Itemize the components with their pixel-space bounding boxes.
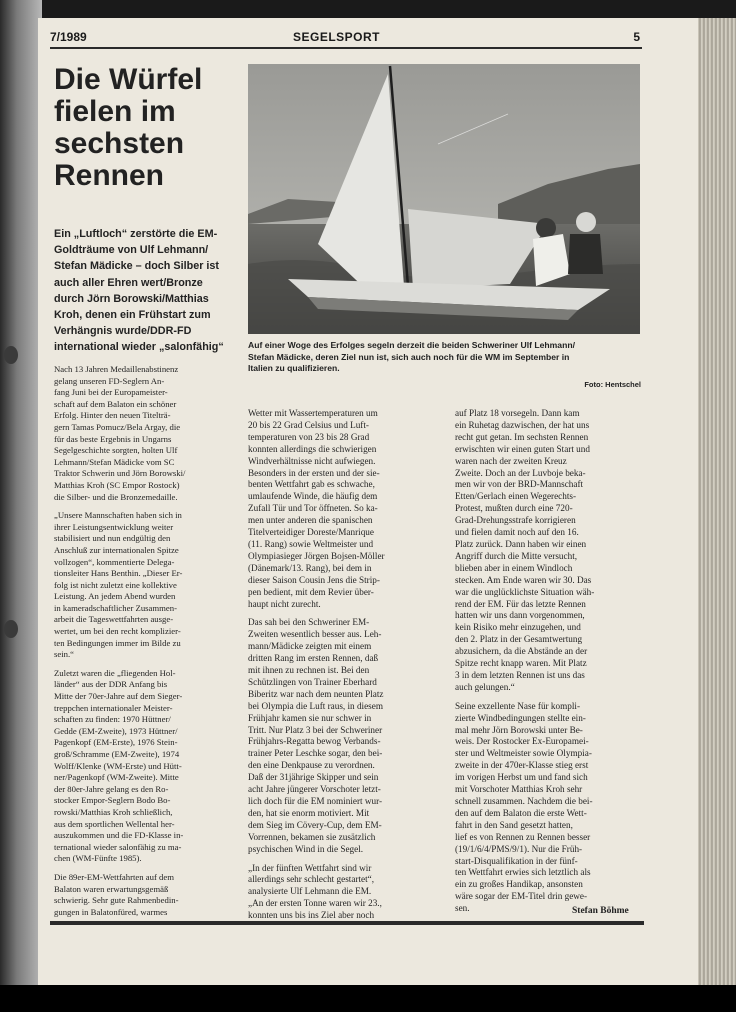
binding-hole bbox=[4, 346, 18, 364]
caption-line: Auf einer Woge des Erfolges segeln derzeit die beiden Schweriner Ulf Lehmann/ bbox=[248, 340, 575, 350]
sailing-photo bbox=[248, 64, 640, 334]
article-headline bbox=[54, 64, 244, 192]
text-line: Lehmann/Stefan Mädicke vom SC bbox=[54, 456, 175, 467]
text-line: analysierte Ulf Lehmann die EM. bbox=[248, 886, 372, 897]
paragraph bbox=[54, 510, 230, 661]
text-line: benten Wettfahrt gab es schwache, bbox=[248, 479, 375, 490]
footer-rule bbox=[50, 921, 644, 925]
article-lead bbox=[54, 226, 242, 356]
text-line: chen (WM-Fünfte 1985). bbox=[54, 853, 142, 864]
author-signature: Stefan Böhme bbox=[572, 906, 629, 916]
text-line: erwischten wir einen guten Start und bbox=[455, 443, 590, 454]
text-line: waren nach der zweiten Kreuz bbox=[455, 455, 567, 466]
text-line: Matthias Kroh (SC Empor Rostock) bbox=[54, 479, 180, 490]
text-line: stabilisiert und nun endgültig den bbox=[54, 533, 171, 544]
text-line: auf Platz 18 vorsegeln. Dann kam bbox=[455, 408, 580, 418]
text-column-1 bbox=[54, 364, 230, 925]
text-line: tionsleiter Hans Benthin. „Dieser Er- bbox=[54, 568, 183, 579]
text-line: Tritt. Nur Platz 3 bei der Schweriner bbox=[248, 724, 383, 735]
text-line: 20 bis 22 Grad Celsius und Luft- bbox=[248, 419, 369, 430]
text-line: ein Ruhetag dazwischen, der hat uns bbox=[455, 419, 590, 430]
text-line: mann/Mädicke zeigten mit einem bbox=[248, 641, 372, 652]
text-line: Daß der 31jährige Skipper und sein bbox=[248, 772, 379, 783]
paragraph bbox=[54, 872, 230, 918]
text-line: Seine exzellente Nase für kompli- bbox=[455, 700, 581, 711]
text-line: die Silber- und die Bronzemedaille. bbox=[54, 491, 178, 502]
text-line: Nach 13 Jahren Medaillenabstinenz bbox=[54, 364, 179, 374]
text-line: dem Sieg im Cövery-Cup, dem EM- bbox=[248, 819, 382, 830]
text-line: Zweiten wesentlich besser aus. Leh- bbox=[248, 629, 382, 640]
text-line: mit ihnen zu rechnen ist. Bei den bbox=[248, 665, 370, 676]
text-line: recht gut getan. Im sechsten Rennen bbox=[455, 431, 589, 442]
paragraph bbox=[455, 408, 643, 694]
text-line: zweite in der 470er-Klasse stieg erst bbox=[455, 760, 589, 771]
text-line: men wir von der BRD-Mannschaft bbox=[455, 479, 584, 490]
text-line: Wetter mit Wassertemperaturen um bbox=[248, 408, 378, 418]
text-line: dieser Saison Cousin Jens die Strip- bbox=[248, 574, 380, 585]
text-line: „Unsere Mannschaften haben sich in bbox=[54, 510, 182, 521]
text-line: Anschluß zur internationalen Spitze bbox=[54, 544, 179, 555]
text-line: den, hat sie enorm motiviert. Mit bbox=[248, 807, 370, 818]
text-line: ten Bedingungen immer im Bilde zu bbox=[54, 637, 181, 648]
scan-bottom-border bbox=[0, 985, 736, 1012]
text-line: Schützlingen von Trainer Eberhard bbox=[248, 676, 377, 687]
text-line: lief es von Rennen zu Rennen besser bbox=[455, 831, 591, 842]
text-line: (Dänemark/13. Rang), bei dem in bbox=[248, 562, 372, 573]
headline-line: fielen im bbox=[54, 95, 176, 128]
paragraph bbox=[248, 617, 438, 855]
text-line: konnten uns bis ins Ziel aber noch bbox=[248, 910, 375, 921]
text-line: arbeit die Tageswettfahrten ausge- bbox=[54, 614, 174, 625]
text-line: start-Disqualifikation in der fünf- bbox=[455, 855, 578, 866]
text-line: dritten Rang im ersten Rennen, daß bbox=[248, 653, 379, 664]
paragraph bbox=[455, 701, 643, 915]
lead-line: durch Jörn Borowski/Matthias bbox=[54, 292, 209, 305]
text-line: Vorrennen, bekamen sie zusätzlich bbox=[248, 831, 376, 842]
text-line: Platz zurück. Dann haben wir einen bbox=[455, 538, 587, 549]
text-column-2 bbox=[248, 408, 438, 929]
photo-credit: Foto: Hentschel bbox=[584, 380, 641, 389]
text-line: ner/Pagenkopf (WM-Zweite). Mitte bbox=[54, 772, 179, 783]
text-line: schwierig. Sehr gute Rahmenbedin- bbox=[54, 895, 179, 906]
magazine-title: SEGELSPORT bbox=[293, 30, 381, 44]
paragraph bbox=[54, 668, 230, 865]
page-header bbox=[50, 30, 640, 46]
text-line: Besonders in der ersten und der sie- bbox=[248, 467, 380, 478]
text-line: ternational wieder salonfähig zu ma- bbox=[54, 841, 182, 852]
text-line: hatten wir uns dann vorgenommen, bbox=[455, 610, 585, 621]
scan-binding-shadow bbox=[0, 0, 42, 1012]
text-line: treppchen internationaler Meister- bbox=[54, 702, 173, 713]
text-line: wertet, um bei den recht komplizier- bbox=[54, 626, 181, 637]
caption-line: Stefan Mädicke, deren Ziel nun ist, sich auch noch für die WM im September in bbox=[248, 351, 570, 362]
text-line: war die unglücklichste Situation wäh- bbox=[455, 586, 595, 597]
lead-line: Ein „Luftloch“ zerstörte die EM- bbox=[54, 228, 218, 240]
text-line: Mitte der 70er-Jahre auf dem Sieger- bbox=[54, 691, 183, 702]
text-line: Etten/Gerlach einen Wegerechts- bbox=[455, 491, 577, 502]
text-line: „In der fünften Wettfahrt sind wir bbox=[248, 862, 372, 873]
text-line: Traktor Schwerin und Jörn Borowski/ bbox=[54, 468, 186, 479]
lead-line: auch aller Ehren wert/Bronze bbox=[54, 276, 203, 289]
header-rule bbox=[50, 47, 642, 49]
text-column-3 bbox=[455, 408, 643, 922]
lead-line: Stefan Mädicke – doch Silber ist bbox=[54, 260, 220, 273]
text-line: Grad-Drehungsstrafe korrigieren bbox=[455, 515, 576, 526]
text-line: umlaufende Winde, die häufig dem bbox=[248, 491, 378, 502]
text-line: ein zu großes Handikap, ansonsten bbox=[455, 879, 583, 890]
text-line: Titelverteidiger Doreste/Manrique bbox=[248, 527, 374, 538]
text-line: „An der ersten Tonne waren wir 23., bbox=[248, 898, 382, 909]
text-line: pen bedient, mit dem Revier über- bbox=[248, 586, 374, 597]
text-line: ster und Weltmeister sowie Olympia- bbox=[455, 748, 592, 759]
text-line: Gedde (EM-Zweite), 1973 Hüttner/ bbox=[54, 725, 178, 736]
text-line: (11. Rang) sowie Weltmeister und bbox=[248, 538, 374, 549]
text-line: den eine Denkpause zu verordnen. bbox=[248, 760, 375, 771]
text-line: folg ist nicht zuletzt eine kollektive bbox=[54, 579, 177, 590]
text-line: kein Risiko mehr einzugehen, und bbox=[455, 622, 581, 633]
text-line: Frühjahrs-Regatta bewog Verbands- bbox=[248, 736, 381, 747]
text-line: für das beste Ergebnis in Ungarns bbox=[54, 433, 172, 444]
page-number: 5 bbox=[633, 30, 640, 44]
text-line: Zweite. Doch an der Luvboje beka- bbox=[455, 467, 586, 478]
text-line: schaft auf dem Balaton ein schöner bbox=[54, 398, 177, 409]
paragraph bbox=[54, 364, 230, 503]
text-line: fahrt in den Sand gesetzt hatten, bbox=[455, 819, 573, 830]
text-line: der 80er-Jahre gelang es den Ro- bbox=[54, 783, 169, 794]
text-line: temperaturen von 23 bis 28 Grad bbox=[248, 431, 370, 442]
text-line: trainer Peter Leschke sogar, den bei- bbox=[248, 748, 383, 759]
text-line: Windverhältnisse nicht aufwiegen. bbox=[248, 455, 376, 466]
text-line: Pagenkopf (EM-Erste), 1976 Stein- bbox=[54, 737, 178, 748]
text-line: Die 89er-EM-Wettfahrten auf dem bbox=[54, 871, 174, 882]
text-line: den auf dem Balaton die erste Wett- bbox=[455, 807, 587, 818]
text-line: in kameradschaftlicher Zusammen- bbox=[54, 602, 178, 613]
text-line: weis. Der Rostocker Ex-Europamei- bbox=[455, 736, 589, 747]
text-line: vollzogen“, kommentierte Delega- bbox=[54, 556, 175, 567]
text-line: auszukommen und die FD-Klasse in- bbox=[54, 830, 184, 841]
text-line: Angriff durch die Mitte versucht, bbox=[455, 550, 578, 561]
text-line: konnten allerdings die schwierigen bbox=[248, 443, 377, 454]
page-stack-edges bbox=[698, 18, 736, 988]
text-line: den 2. Platz in der Gesamtwertung bbox=[455, 634, 583, 645]
text-line: gern Tamas Pomucz/Bela Argay, die bbox=[54, 421, 181, 432]
text-line: auch gelungen.“ bbox=[455, 681, 515, 692]
text-line: 3 in dem letzten Rennen ist uns das bbox=[455, 669, 585, 680]
text-line: fang Juni bei der Europameister- bbox=[54, 387, 168, 398]
headline-line: Die Würfel bbox=[54, 63, 203, 96]
lead-line: Kroh, denen ein Frühstart zum bbox=[54, 309, 211, 322]
text-line: rend der EM. Für das letzte Rennen bbox=[455, 598, 586, 609]
text-line: acht Jahre jüngerer Vorschoter letzt- bbox=[248, 784, 381, 795]
text-line: aus dem sportlichen Wellental her- bbox=[54, 818, 175, 829]
text-line: Leistung. An jedem Abend wurden bbox=[54, 591, 176, 602]
text-line: psychischen Wind in die Segel. bbox=[248, 843, 364, 854]
text-line: stecken. Am Ende waren wir 30. Das bbox=[455, 574, 592, 585]
text-line: bei Olympia die Luft raus, in diesem bbox=[248, 700, 383, 711]
headline-line: Rennen bbox=[54, 159, 165, 192]
text-line: länder“ aus der DDR Anfang bis bbox=[54, 679, 168, 690]
text-line: sein.“ bbox=[54, 649, 75, 660]
paragraph bbox=[248, 863, 438, 923]
text-line: Das sah bei den Schweriner EM- bbox=[248, 617, 370, 628]
text-line: abzusichern, da die Abstände an der bbox=[455, 646, 588, 657]
text-line: Balaton waren erwartungsgemäß bbox=[54, 883, 169, 894]
text-line: (19/1/6/4/PMS/9/1). Nur die Früh- bbox=[455, 843, 583, 854]
text-line: zierte Windbedingungen stellte ein- bbox=[455, 712, 586, 723]
binding-hole bbox=[4, 620, 18, 638]
text-line: men unter anderen die spanischen bbox=[248, 515, 373, 526]
text-line: Frühjahr kamen sie nur schwer in bbox=[248, 712, 372, 723]
paragraph bbox=[248, 408, 438, 610]
caption-line: Italien zu qualifizieren. bbox=[248, 363, 340, 373]
text-line: allerdings sehr schlecht gestartet“, bbox=[248, 874, 375, 885]
text-line: gungen in Balatonfüred, warmes bbox=[54, 906, 168, 917]
lead-line: international wieder „salonfähig“ bbox=[54, 341, 224, 354]
text-line: rowski/Matthias Kroh schließlich, bbox=[54, 806, 173, 817]
text-line: Segelgeschichte sorgten, holten Ulf bbox=[54, 445, 178, 456]
text-line: Zuletzt waren die „fliegenden Hol- bbox=[54, 667, 176, 678]
text-line: Zufall Tür und Tor öffneten. So ka- bbox=[248, 503, 378, 514]
text-line: Olympiasieger Jörgen Bojsen-Möller bbox=[248, 550, 385, 561]
text-line: schaften zu finden: 1970 Hüttner/ bbox=[54, 714, 171, 725]
lead-line: Verhängnis wurde/DDR-FD bbox=[54, 325, 192, 338]
photo-caption bbox=[248, 340, 642, 375]
text-line: mit Vorschoter Matthias Kroh sehr bbox=[455, 784, 583, 795]
text-line: gelang unseren FD-Seglern An- bbox=[54, 375, 165, 386]
text-line: ihrer Leistungsentwicklung weiter bbox=[54, 521, 174, 532]
text-line: Protest, mußten durch eine 720- bbox=[455, 503, 573, 514]
text-line: schnell zusammen. Nachdem die bei- bbox=[455, 796, 593, 806]
headline-line: sechsten bbox=[54, 127, 185, 160]
text-line: blieben aber in einem Windloch bbox=[455, 562, 573, 573]
issue-number: 7/1989 bbox=[50, 30, 87, 44]
text-line: stocker Empor-Seglern Bodo Bo- bbox=[54, 795, 171, 806]
text-line: haupt nicht zurecht. bbox=[248, 598, 321, 609]
text-line: wäre sogar der EM-Titel drin gewe- bbox=[455, 891, 588, 902]
text-line: lich doch für die EM nominiert wur- bbox=[248, 796, 383, 806]
text-line: groß/Schramme (EM-Zweite), 1974 bbox=[54, 749, 180, 759]
text-line: ten Wettfahrt erwies sich letztlich als bbox=[455, 867, 591, 878]
text-line: Biberitz war nach dem neunten Platz bbox=[248, 688, 384, 699]
text-line: und fielen damit noch auf den 16. bbox=[455, 527, 579, 538]
text-line: Erfolg. Hinter den neuen Titelträ- bbox=[54, 410, 171, 421]
text-line: im vorigen Herbst um und fand sich bbox=[455, 772, 588, 783]
text-line: Wolff/Klenke (WM-Erste) und Hütt- bbox=[54, 760, 182, 771]
text-line: Spitze recht knapp waren. Mit Platz bbox=[455, 658, 587, 669]
text-line: sen. bbox=[455, 903, 470, 914]
text-line: mal mehr Jörn Borowski unter Be- bbox=[455, 724, 583, 735]
lead-line: Goldträume von Ulf Lehmann/ bbox=[54, 244, 209, 257]
